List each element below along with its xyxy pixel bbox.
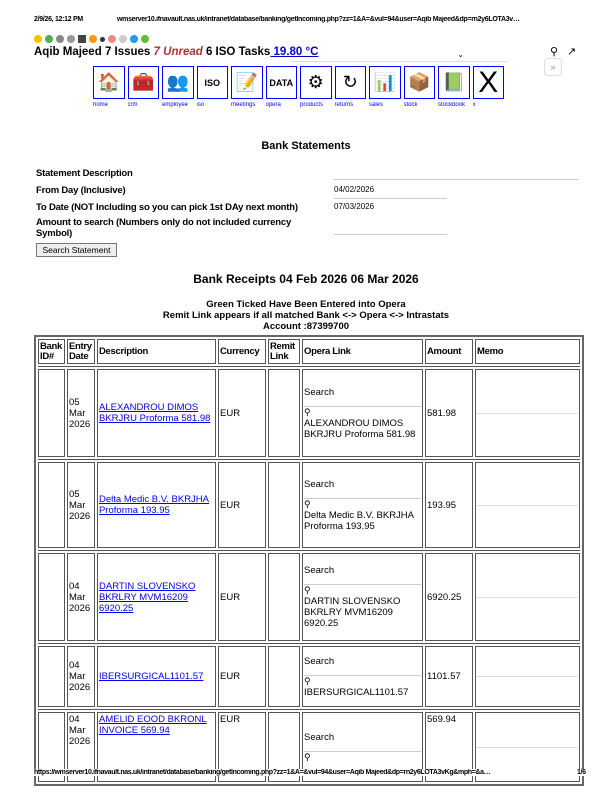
row-separator [38, 709, 580, 710]
remit-link-cell [268, 369, 300, 457]
description-link[interactable]: AMELID EOOD BKRONL INVOICE 569.94 [99, 714, 207, 736]
stock-icon: 📦 [408, 72, 431, 92]
bank-id-cell [38, 369, 65, 457]
amount-label: Amount to search (Numbers only do not included currency Symbol) [36, 217, 292, 239]
page-title: Bank Statements [261, 140, 351, 152]
desc-input[interactable] [334, 166, 578, 180]
from-date-input[interactable]: 04/02/2026 [334, 185, 447, 199]
toolbar-sales-button[interactable] [369, 66, 401, 99]
currency: EUR [218, 712, 266, 782]
iso-icon: ISO [204, 77, 220, 88]
opera-link-text: Delta Medic B.V. BKRJHA Proforma 193.95 [304, 509, 414, 532]
from-label: From Day (Inclusive) [36, 185, 126, 196]
note-green: Green Ticked Have Been Entered into Opera [206, 299, 406, 310]
gear-icon[interactable] [56, 35, 64, 43]
column-header: Opera Link [302, 339, 423, 364]
table-row [38, 462, 580, 548]
description-link[interactable]: ALEXANDROU DIMOS BKRJRU Proforma 581.98 [99, 402, 211, 424]
magnifier-icon[interactable]: ⚲ [304, 675, 421, 687]
bank-id-cell [38, 462, 65, 548]
column-header: Amount [425, 339, 473, 364]
toolbar [93, 66, 504, 99]
toolbar-crm-label[interactable]: crm [127, 102, 138, 108]
magnifier-icon[interactable]: ⚲ [304, 751, 421, 763]
to-label: To Date (NOT Including so you can pick 1st DAy next month) [36, 202, 298, 213]
user-bar [34, 46, 318, 58]
receipts-title: Bank Receipts 04 Feb 2026 06 Mar 2026 [193, 272, 419, 286]
amount: 6920.25 [425, 553, 473, 641]
remit-link-cell [268, 462, 300, 548]
print-url: wmserver10.ifnavault.nas.uk/intranet/database/banking/getIncoming.php?zz=1&A=&vul=94&user=Aqib Majeed&dp=rn2y6LOTA3v… [117, 16, 520, 23]
skype-icon[interactable] [130, 35, 138, 43]
opera-link-text: IBERSURGICAL1101.57 [304, 686, 409, 698]
note-remit: Remit Link appears if all matched Bank <-> Opera <-> Intrastats [162, 310, 450, 321]
toolbar-opera-button[interactable] [266, 66, 298, 99]
remit-link-cell [268, 553, 300, 641]
toolbar-iso-label[interactable]: iso [196, 102, 205, 108]
amount: 569.94 [425, 712, 473, 782]
column-header: Description [97, 339, 216, 364]
currency: EUR [218, 646, 266, 707]
temperature-link[interactable]: 19.80 °C [270, 46, 319, 58]
bank-id-cell [38, 646, 65, 707]
opera-search-label[interactable]: Search [304, 565, 335, 576]
bank-id-cell [38, 553, 65, 641]
opera-search-label[interactable]: Search [304, 731, 335, 743]
opera-link-text: DARTIN SLOVENSKO BKRLRY MVM16209 6920.25 [304, 596, 401, 629]
notes [0, 299, 612, 332]
toolbar-x-button[interactable] [473, 66, 505, 99]
sales-icon: 📊 [373, 72, 396, 92]
toolbar-products-button[interactable] [300, 66, 332, 99]
recycle-icon[interactable] [45, 35, 53, 43]
toolbar-sales-label[interactable]: sales [369, 102, 384, 108]
entry-date: 04 Mar 2026 [67, 712, 95, 782]
page-number: 1/6 [577, 769, 586, 776]
toolbar-x-label[interactable]: x [472, 102, 476, 108]
table-row [38, 646, 580, 707]
toolbar-returns-label[interactable]: returns [334, 102, 354, 108]
link-icon[interactable] [119, 35, 127, 43]
toolbar-employee-button[interactable] [162, 66, 194, 99]
toolbar-meetings-button[interactable] [231, 66, 263, 99]
external-link-icon[interactable]: ↗ [567, 46, 577, 58]
column-header: Bank ID# [38, 339, 65, 364]
currency: EUR [218, 369, 266, 457]
window-icon[interactable] [78, 35, 86, 43]
x-icon: X [478, 65, 499, 99]
returns-icon: ↻ [342, 72, 358, 92]
opera-icon: DATA [269, 77, 294, 88]
amount: 581.98 [425, 369, 473, 457]
employee-icon: 👥 [166, 72, 189, 92]
column-header: Memo [475, 339, 580, 364]
search-icon[interactable]: ⚲ [550, 46, 559, 58]
row-separator [38, 643, 580, 644]
toolbar-opera-label[interactable]: opera [265, 102, 281, 108]
toolbar-stock-button[interactable] [404, 66, 436, 99]
memo-input[interactable] [475, 553, 580, 641]
table-row [38, 369, 580, 457]
info-icon[interactable] [100, 37, 105, 42]
remit-link-cell [268, 646, 300, 707]
description-link[interactable]: IBERSURGICAL1101.57 [99, 671, 204, 682]
toolbar-home-button[interactable] [93, 66, 125, 99]
toolbar-products-label[interactable]: products [300, 102, 324, 108]
currency: EUR [218, 553, 266, 641]
unread-count[interactable]: 7 Unread [153, 46, 203, 58]
to-date-input[interactable]: 07/03/2026 [334, 202, 375, 211]
toolbar-stockbook-label[interactable]: stockbook [438, 102, 466, 108]
memo-input[interactable] [475, 369, 580, 457]
meetings-icon: 📝 [235, 72, 258, 92]
table-row [38, 553, 580, 641]
crm-icon: 🧰 [132, 72, 155, 92]
expand-sidebar-button[interactable]: » [544, 58, 562, 76]
amount-input[interactable] [334, 221, 447, 235]
memo-input[interactable] [475, 646, 580, 707]
magnifier-icon[interactable]: ⚲ [304, 584, 421, 596]
issues-count[interactable]: 7 Issues [104, 46, 151, 58]
toolbar-employee-label[interactable]: employee [162, 102, 189, 108]
amount: 193.95 [425, 462, 473, 548]
chat-icon[interactable] [108, 35, 116, 43]
description-link[interactable]: Delta Medic B.V. BKRJHA Proforma 193.95 [99, 494, 209, 516]
print-footer-url: https://wmserver10.ifnavault.nas.uk/intranet/database/banking/getIncoming.php?zz=1&A=&vul=94&user=Aqib Majeed&dp=rn2y6LOTA3vKg&mph=&a… [34, 769, 574, 776]
print-datetime: 2/9/26, 12:12 PM [34, 16, 83, 23]
magnifier-icon[interactable]: ⚲ [304, 498, 421, 510]
memo-input[interactable] [475, 462, 580, 548]
column-header: Remit Link [268, 339, 300, 364]
row-separator [38, 550, 580, 551]
chevron-down-icon: ⌄ [457, 50, 464, 59]
magnifier-icon[interactable]: ⚲ [304, 406, 421, 418]
help-icon[interactable] [89, 35, 97, 43]
toolbar-stockbook-button[interactable] [438, 66, 470, 99]
opera-search-label[interactable]: Search [304, 478, 335, 490]
quick-icons [34, 35, 149, 43]
toolbar-home-label[interactable]: home [93, 102, 109, 108]
toolbar-meetings-label[interactable]: meetings [231, 102, 256, 108]
description-link[interactable]: DARTIN SLOVENSKO BKRLRY MVM16209 6920.25 [99, 580, 196, 614]
opera-search-label[interactable]: Search [304, 386, 335, 398]
opera-link-text: ALEXANDROU DIMOS BKRJRU Proforma 581.98 [304, 417, 416, 440]
receipts-table [34, 335, 584, 786]
toolbar-iso-button[interactable] [197, 66, 229, 99]
iso-tasks[interactable]: 6 ISO Tasks [205, 46, 271, 58]
star-icon[interactable] [34, 35, 42, 43]
column-header: Currency [218, 339, 266, 364]
currency: EUR [218, 462, 266, 548]
stockbook-icon: 📗 [442, 72, 465, 92]
amount: 1101.57 [425, 646, 473, 707]
home-icon: 🏠 [97, 72, 120, 92]
tower-icon[interactable] [67, 35, 75, 43]
toolbar-crm-button[interactable] [128, 66, 160, 99]
column-header: Entry Date [67, 339, 95, 364]
row-separator [38, 366, 580, 367]
row-separator [38, 459, 580, 460]
entry-date: 04 Mar 2026 [67, 553, 95, 641]
toolbar-returns-button[interactable] [335, 66, 367, 99]
user-name: Aqib Majeed [34, 46, 102, 58]
search-statement-button[interactable]: Search Statement [36, 243, 117, 257]
opera-search-label[interactable]: Search [304, 655, 335, 667]
entry-date: 05 Mar 2026 [67, 462, 95, 548]
select-dropdown[interactable] [292, 50, 508, 62]
toolbar-labels [93, 102, 504, 108]
products-icon: ⚙ [307, 72, 324, 92]
entry-date: 04 Mar 2026 [67, 646, 95, 707]
account-number: Account :87399700 [262, 321, 350, 332]
desc-label: Statement Description [36, 168, 133, 179]
bag-icon[interactable] [141, 35, 149, 43]
toolbar-stock-label[interactable]: stock [403, 102, 418, 108]
entry-date: 05 Mar 2026 [67, 369, 95, 457]
